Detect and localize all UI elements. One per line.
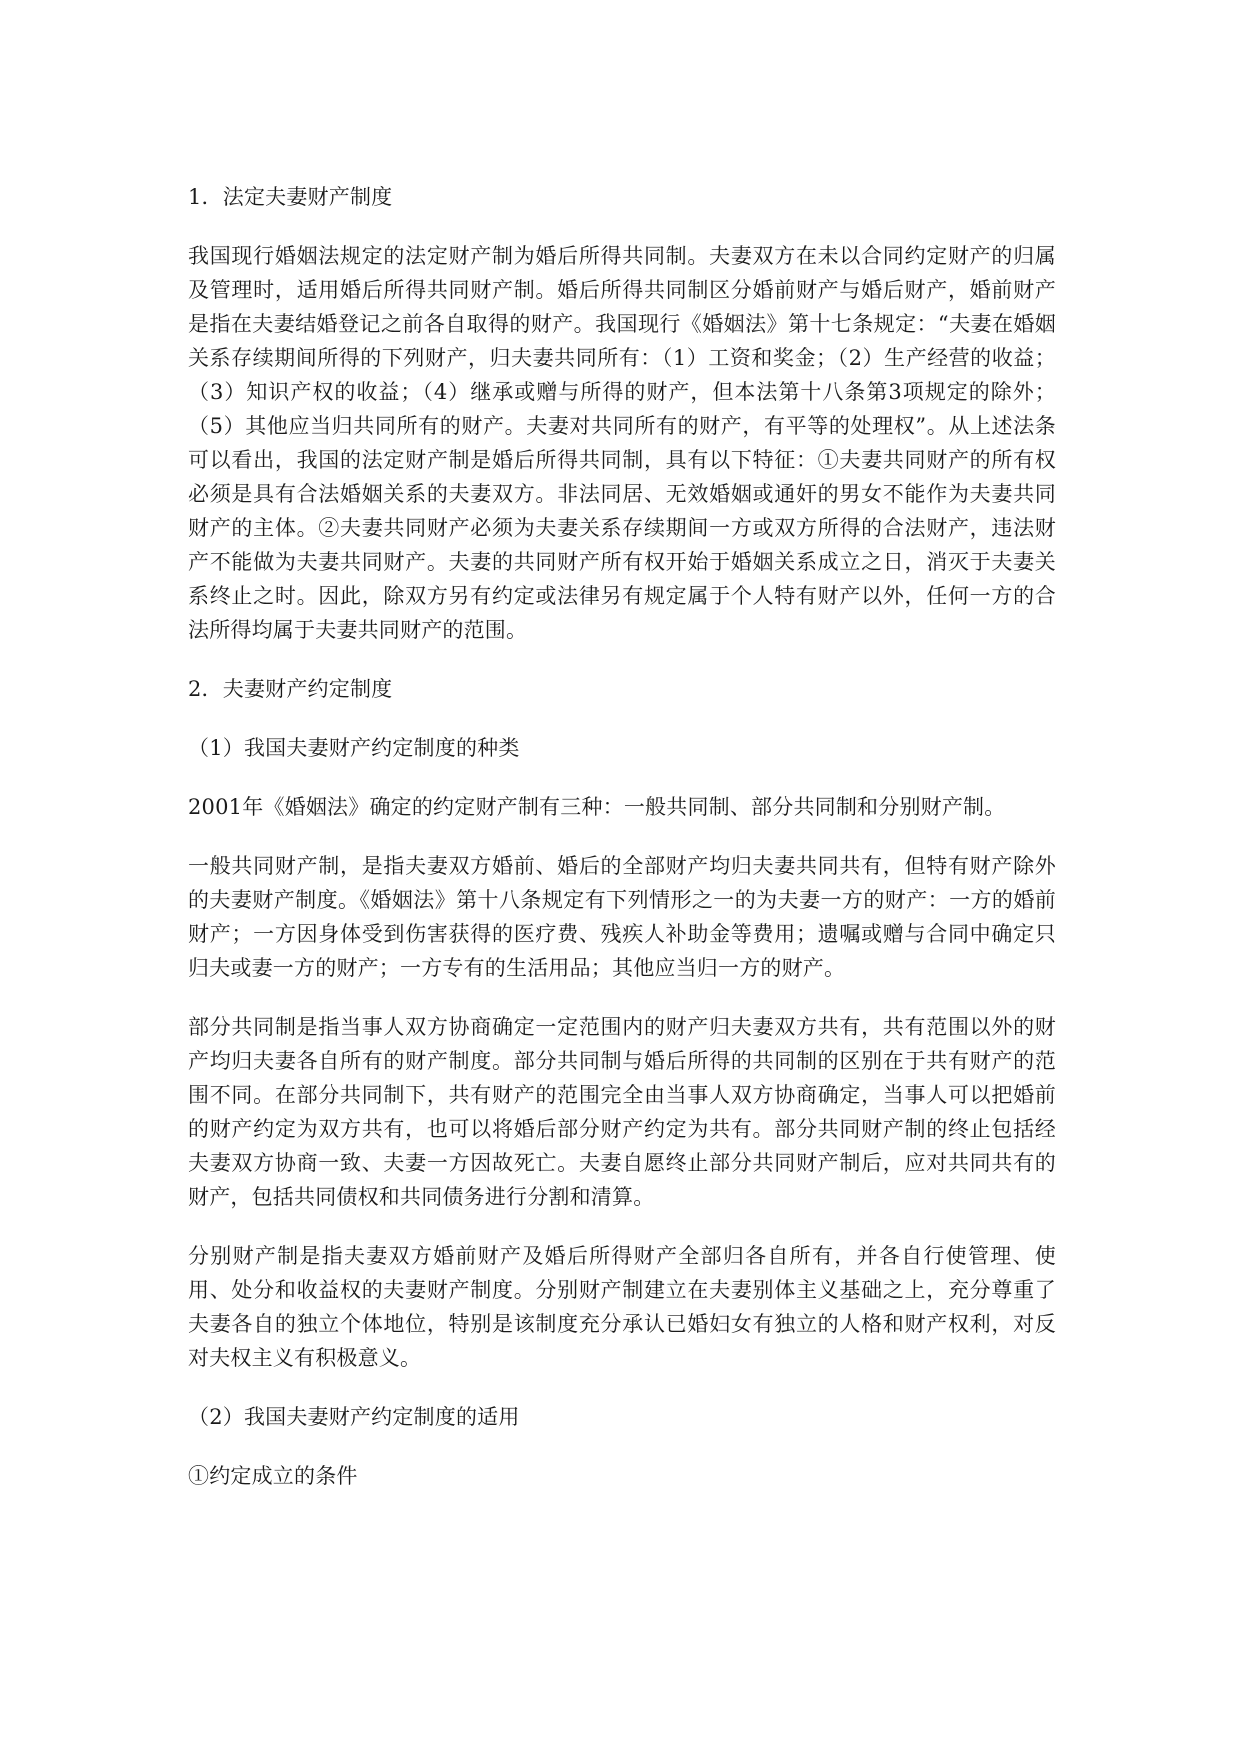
paragraph-partial-community: 部分共同制是指当事人双方协商确定一定范围内的财产归夫妻双方共有，共有范围以外的财产均归夫妻各自所有的财产制度。部分共同制与婚后所得的共同制的区别在于共有财产的范围不同。在部分共同制下，共有财产的范围完全由当事人双方协商确定，当事人可以把婚前的财产约定为双方共有，也可以将婚后部分财产约定为共有。部分共同财产制的终止包括经夫妻双方协商一致、夫妻一方因故死亡。夫妻自愿终止部分共同财产制后，应对共同共有的财产，包括共同债权和共同债务进行分割和清算。 <box>188 1015 1056 1209</box>
subsection-heading-application: （2）我国夫妻财产约定制度的适用 <box>188 1405 520 1429</box>
paragraph-separate-property: 分别财产制是指夫妻双方婚前财产及婚后所得财产全部归各自所有，并各自行使管理、使用、处分和收益权的夫妻财产制度。分别财产制建立在夫妻别体主义基础之上，充分尊重了夫妻各自的独立个体地位，特别是该制度充分承认已婚妇女有独立的人格和财产权利，对反对夫权主义有积极意义。 <box>188 1244 1056 1370</box>
section-heading-agreed-property: 2．夫妻财产约定制度 <box>188 677 393 701</box>
paragraph-types-intro: 2001年《婚姻法》确定的约定财产制有三种：一般共同制、部分共同制和分别财产制。 <box>188 795 1006 819</box>
paragraph-legal-property: 我国现行婚姻法规定的法定财产制为婚后所得共同制。夫妻双方在未以合同约定财产的归属及管理时，适用婚后所得共同财产制。婚后所得共同制区分婚前财产与婚后财产，婚前财产是指在夫妻结婚登记之前各自取得的财产。我国现行《婚姻法》第十七条规定：“夫妻在婚姻关系存续期间所得的下列财产，归夫妻共同所有：（1）工资和奖金；（2）生产经营的收益；（3）知识产权的收益；（4）继承或赠与所得的财产，但本法第十八条第3项规定的除外；（5）其他应当归共同所有的财产。夫妻对共同所有的财产，有平等的处理权”。从上述法条可以看出，我国的法定财产制是婚后所得共同制，具有以下特征：①夫妻共同财产的所有权必须是具有合法婚姻关系的夫妻双方。非法同居、无效婚姻或通奸的男女不能作为夫妻共同财产的主体。②夫妻共同财产必须为夫妻关系存续期间一方或双方所得的合法财产，违法财产不能做为夫妻共同财产。夫妻的共同财产所有权开始于婚姻关系成立之日，消灭于夫妻关系终止之时。因此，除双方另有约定或法律另有规定属于个人特有财产以外，任何一方的合法所得均属于夫妻共同财产的范围。 <box>188 244 1056 642</box>
document-page <box>188 180 1056 1518</box>
subsection-heading-types: （1）我国夫妻财产约定制度的种类 <box>188 736 520 760</box>
section-heading-legal-property: 1．法定夫妻财产制度 <box>188 185 393 209</box>
subsection-heading-conditions: ①约定成立的条件 <box>188 1464 358 1488</box>
paragraph-general-community: 一般共同财产制，是指夫妻双方婚前、婚后的全部财产均归夫妻共同共有，但特有财产除外的夫妻财产制度。《婚姻法》第十八条规定有下列情形之一的为夫妻一方的财产：一方的婚前财产；一方因身体受到伤害获得的医疗费、残疾人补助金等费用；遗嘱或赠与合同中确定只归夫或妻一方的财产；一方专有的生活用品；其他应当归一方的财产。 <box>188 854 1056 980</box>
